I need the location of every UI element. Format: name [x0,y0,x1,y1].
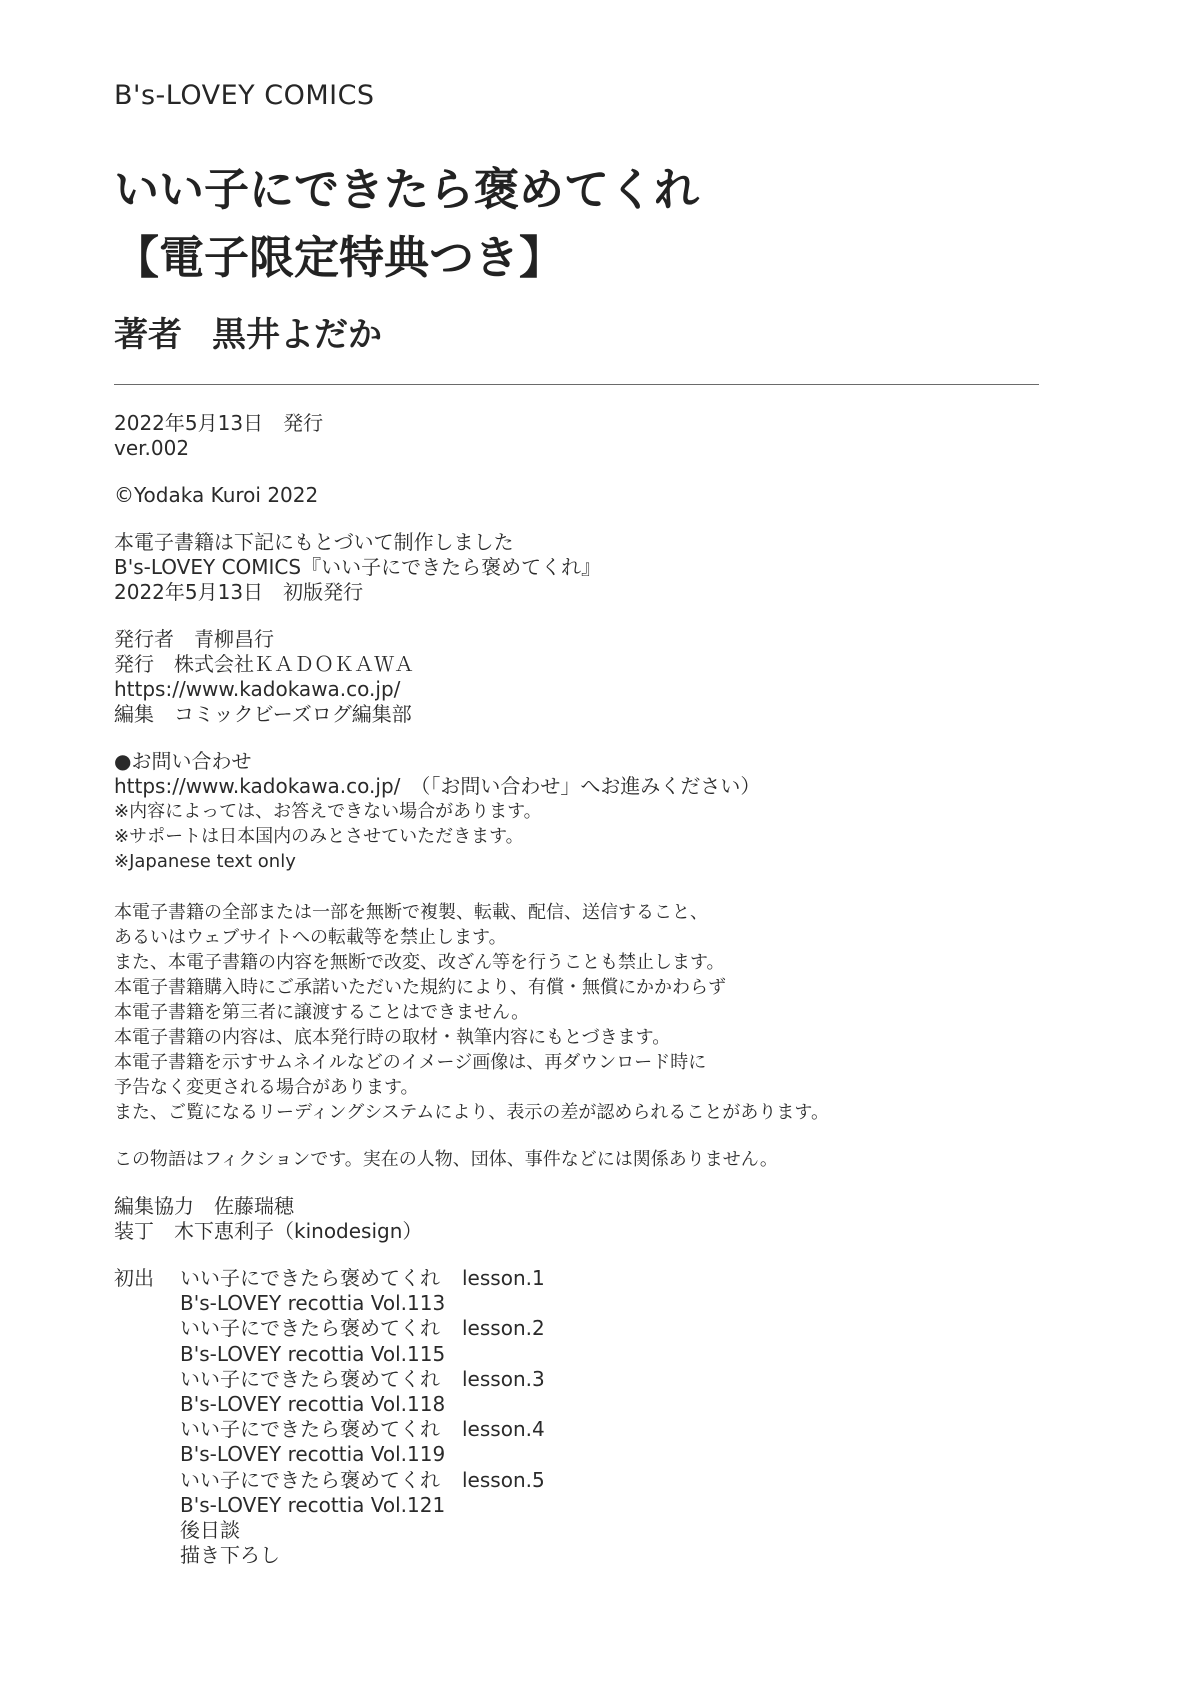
first-appearance-label: 初出 [114,1266,154,1290]
book-title-line1: いい子にできたら褒めてくれ [114,163,700,216]
version: ver.002 [114,436,190,460]
legal-line: また、ご覧になるリーディングシステムにより、表示の差が認められることがあります。 [114,1102,829,1123]
publisher-person: 発行者 青柳昌行 [114,627,274,651]
magazine-issue: B's-LOVEY recottia Vol.115 [180,1341,446,1366]
source-line-1: 本電子書籍は下記にもとづいて制作しました [114,530,514,554]
work-title: いい子にできたら褒めてくれ [180,1366,440,1391]
source-line-3: 2022年5月13日 初版発行 [114,580,364,604]
source-block [114,530,1044,605]
first-appearance-list [180,1266,1044,1568]
divider-rule [114,384,1039,385]
legal-line: また、本電子書籍の内容を無断で改変、改ざん等を行うことも禁止します。 [114,952,725,973]
series-label: B's-LOVEY COMICS [114,80,375,111]
editorial-cooperation: 編集協力 佐藤瑞穂 [114,1194,294,1218]
contact-heading: ●お問い合わせ [114,749,252,773]
publisher-block [114,627,1044,727]
lesson-number: lesson.2 [462,1316,545,1341]
legal-line: 本電子書籍の全部または一部を無断で複製、転載、配信、送信すること、 [114,902,708,923]
afterstory: 後日談 [180,1518,240,1543]
contact-note-1: ※内容によっては、お答えできない場合があります。 [114,801,542,822]
legal-line: 本電子書籍の内容は、底本発行時の取材・執筆内容にもとづきます。 [114,1027,671,1048]
author-label: 著者 [114,315,182,355]
fiction-notice: この物語はフィクションです。実在の人物、団体、事件などには関係ありません。 [114,1149,778,1170]
author-line [114,310,1044,360]
copyright: ©Yodaka Kuroi 2022 [114,483,319,507]
publication-block [114,411,1044,461]
credits-block [114,1194,1044,1244]
book-title [114,156,1044,292]
first-appearance-block [114,1266,1044,1568]
magazine-issue: B's-LOVEY recottia Vol.113 [180,1291,446,1316]
work-title: いい子にできたら褒めてくれ [180,1467,440,1492]
list-item [180,1316,1044,1341]
legal-line: あるいはウェブサイトへの転載等を禁止します。 [114,927,507,948]
contact-block [114,749,1044,874]
legal-line: 本電子書籍を示すサムネイルなどのイメージ画像は、再ダウンロード時に [114,1052,707,1073]
magazine-issue: B's-LOVEY recottia Vol.118 [180,1392,446,1417]
legal-line: 本電子書籍購入時にご承諾いただいた規約により、有償・無償にかかわらず [114,977,726,998]
contact-note-2: ※サポートは日本国内のみとさせていただきます。 [114,826,524,847]
work-title: いい子にできたら褒めてくれ [180,1417,440,1442]
lesson-number: lesson.5 [462,1467,545,1492]
magazine-issue: B's-LOVEY recottia Vol.121 [180,1492,446,1517]
fiction-block [114,1147,1044,1172]
legal-line: 予告なく変更される場合があります。 [114,1077,419,1098]
author-name: 黒井よだか [212,315,382,355]
source-line-2: B's-LOVEY COMICS『いい子にできたら褒めてくれ』 [114,555,602,579]
work-title: いい子にできたら褒めてくれ [180,1316,440,1341]
publication-date: 2022年5月13日 発行 [114,411,324,435]
legal-block [114,900,1044,1125]
new-drawing: 描き下ろし [180,1543,280,1568]
magazine-issue: B's-LOVEY recottia Vol.119 [180,1442,446,1467]
contact-note-3: ※Japanese text only [114,851,296,872]
list-item [180,1266,1044,1291]
colophon-body [114,411,1044,1568]
colophon-page [114,76,1044,1568]
list-item [180,1417,1044,1442]
book-design: 装丁 木下恵利子（kinodesign） [114,1219,423,1243]
publisher-company: 発行 株式会社ＫＡＤＯＫＡＷＡ [114,652,414,676]
contact-url[interactable]: https://www.kadokawa.co.jp/ （「お問い合わせ」へお進みください） [114,774,761,798]
lesson-number: lesson.3 [462,1366,545,1391]
lesson-number: lesson.4 [462,1417,545,1442]
lesson-number: lesson.1 [462,1266,545,1290]
list-item [180,1468,1044,1493]
work-title: いい子にできたら褒めてくれ [180,1266,440,1290]
legal-line: 本電子書籍を第三者に譲渡することはできません。 [114,1002,530,1023]
editorial-dept: 編集 コミックビーズログ編集部 [114,702,412,726]
publisher-url[interactable]: https://www.kadokawa.co.jp/ [114,677,401,701]
copyright-block [114,483,1044,508]
list-item [180,1367,1044,1392]
book-title-line2: 【電子限定特典つき】 [114,231,565,284]
